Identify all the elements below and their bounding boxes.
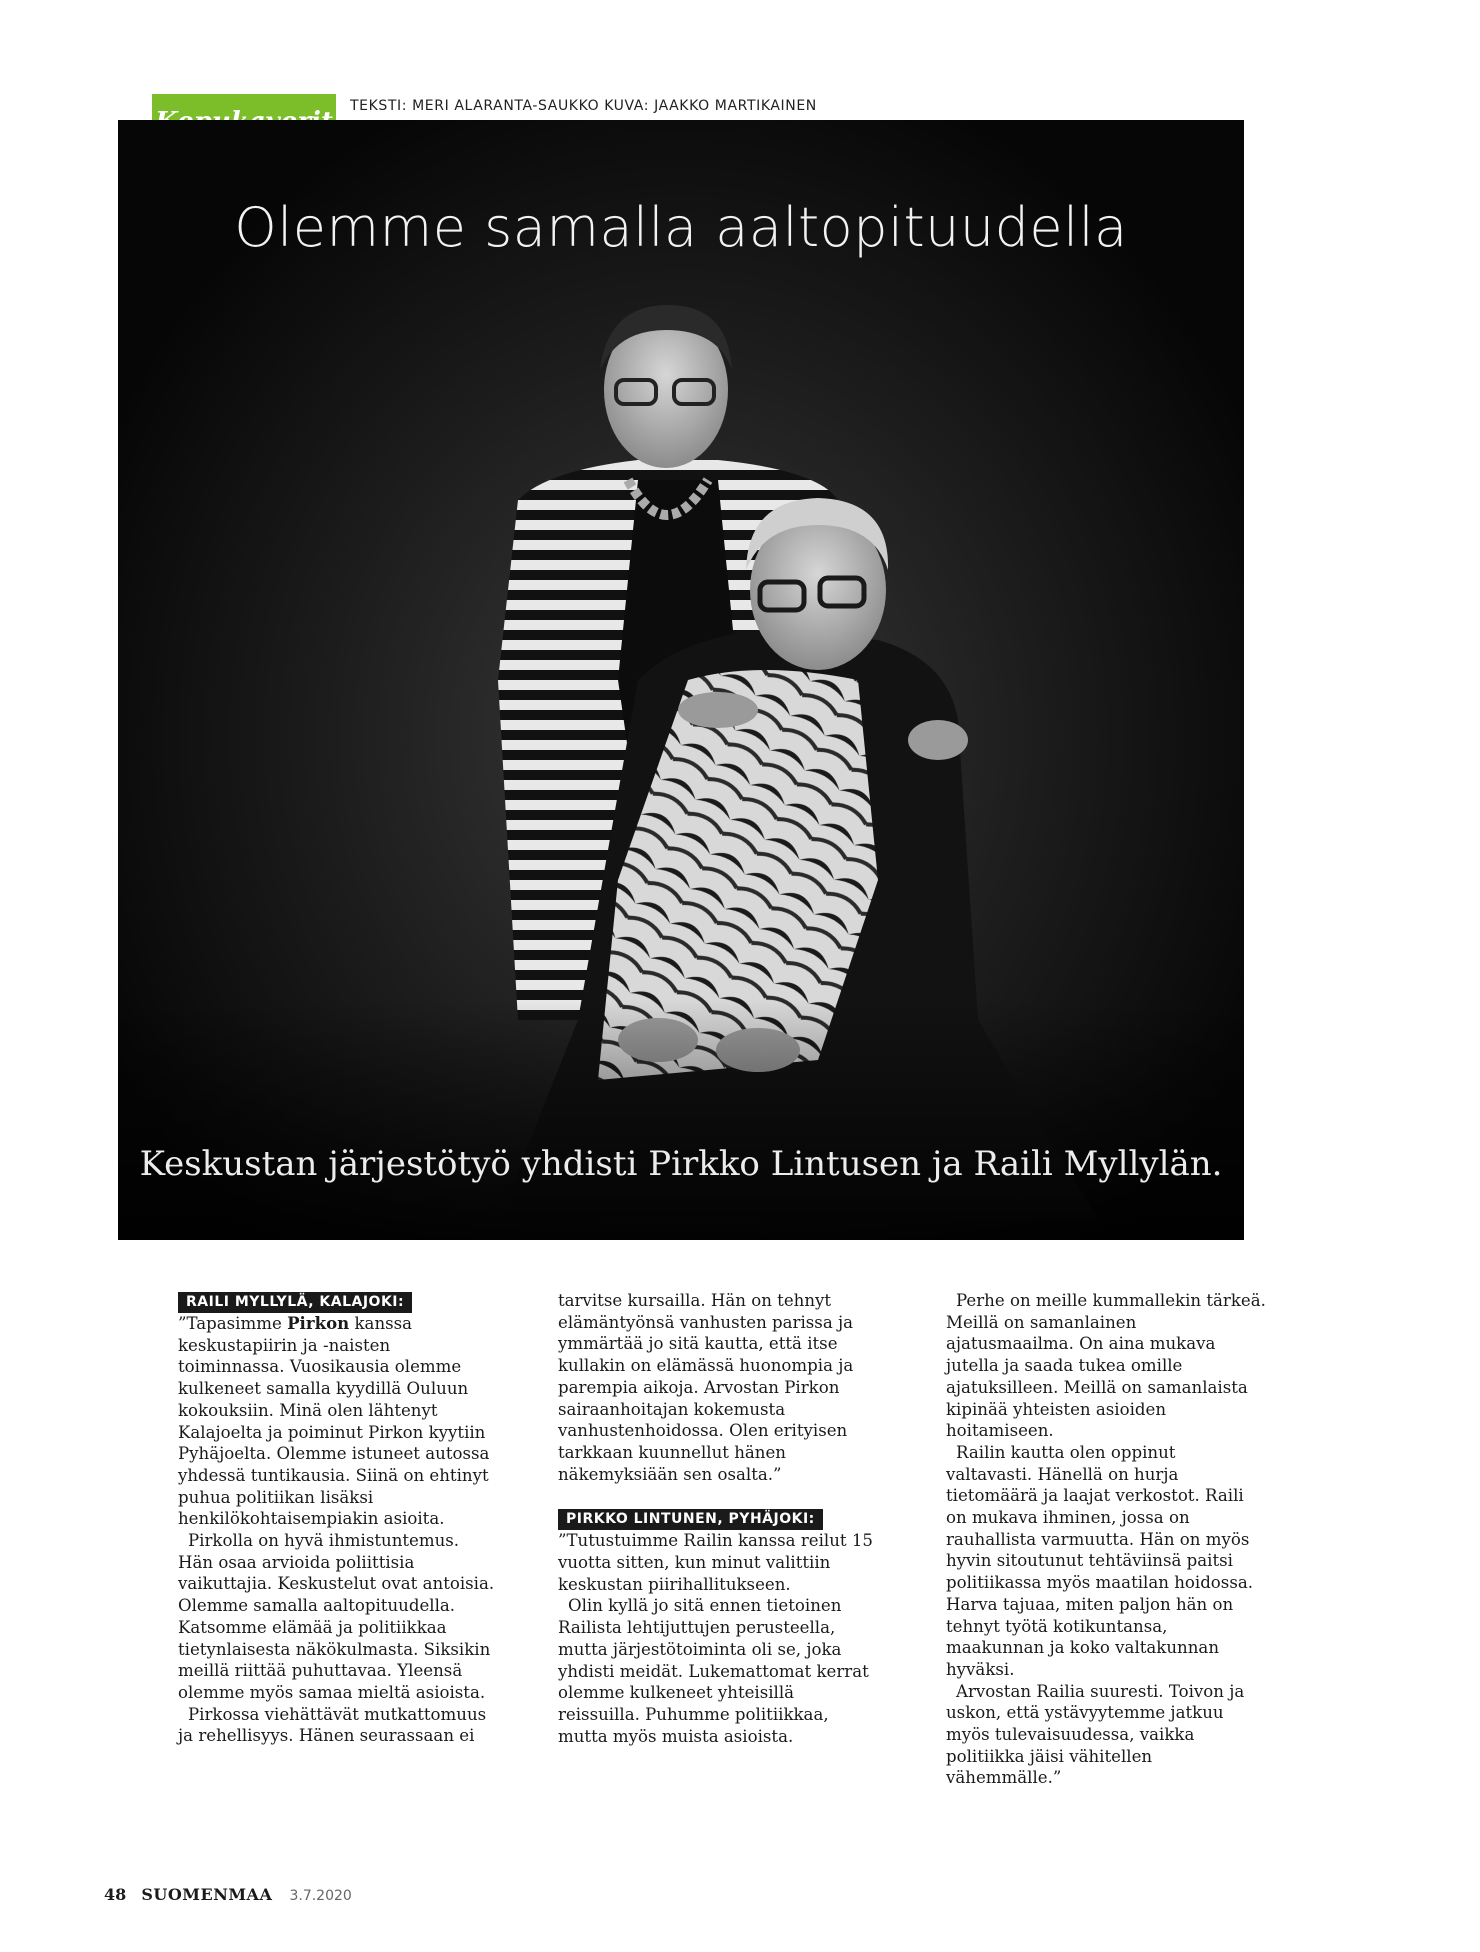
paragraph: Railin kautta olen oppinut valtavasti. Hänellä on hurja tietomäärä ja laajat verkostot. Raili on mukava ihminen, jossa on rauhallista varmuutta. Hän on myös hyvin sitoutunut tehtäviinsä paitsi politiikassa myös maatilan hoidossa. Harva tajuaa, miten paljon hän on tehnyt työtä kotikuntansa, maakunnan ja koko valtakunnan hyväksi.: [946, 1442, 1254, 1679]
paragraph: Pirkolla on hyvä ihmistuntemus. Hän osaa arvioida poliittisia vaikuttajia. Keskustelut ovat antoisia. Olemme samalla aaltopituudella. Katsomme elämää ja politiikkaa tietynlaisesta näkökulmasta. Siksikin meillä riittää puhuttavaa. Yleensä olemme myös samaa mieltä asioista.: [178, 1531, 495, 1702]
paragraph: [178, 1290, 498, 1530]
article-column-3: [946, 1290, 1266, 1789]
magazine-name: SUOMENMAA: [141, 1885, 273, 1904]
byline-credits: TEKSTI: MERI ALARANTA-SAUKKO KUVA: JAAKKO MARTIKAINEN: [350, 98, 817, 114]
speaker-label: PIRKKO LINTUNEN, PYHÄJOKI:: [558, 1509, 823, 1530]
paragraph: Perhe on meille kummallekin tärkeä. Meillä on samanlainen ajatusmaailma. On aina mukava jutella ja saada tukea omille ajatuksilleen. Meillä on samanlaista kipinää yhteisten asioiden hoitamiseen.: [946, 1291, 1266, 1441]
text-run: kanssa keskustapiirin ja -naisten toiminnassa. Vuosikausia olemme kulkeneet samalla kyydillä Ouluun kokouksiin. Minä olen lähtenyt Kalajoelta ja poiminut Pirkon kyytiin Pyhäjoelta. Olemme istuneet autossa yhdessä tuntikausia. Siinä on ehtinyt puhua politiikan lisäksi henkilökohtaisempiakin asioita.: [178, 1314, 490, 1529]
article-headline: Olemme samalla aaltopituudella: [234, 196, 1128, 259]
portrait-photo: [118, 120, 1244, 1240]
paragraph: tarvitse kursailla. Hän on tehnyt elämäntyönsä vanhusten parissa ja ymmärtää jo sitä kautta, että itse kullakin on elämässä huonompia ja parempia aikoja. Arvostan Pirkon sairaanhoitajan kokemusta vanhustenhoidossa. Olen erityisen tarkkaan kuunnellut hänen näkemyksiään sen osalta.”: [558, 1291, 854, 1484]
article-column-2: [558, 1290, 878, 1747]
page-footer: [104, 1885, 352, 1904]
article-column-1: [178, 1290, 498, 1747]
bold-name: Pirkon: [287, 1313, 350, 1333]
issue-date: 3.7.2020: [289, 1888, 352, 1904]
paragraph: Arvostan Railia suuresti. Toivon ja uskon, että ystävyytemme jatkuu myös tulevaisuudessa, vaikka politiikka jäisi vähitellen vähemmälle.”: [946, 1681, 1245, 1788]
speaker-label: RAILI MYLLYLÄ, KALAJOKI:: [178, 1292, 412, 1313]
page-number: 48: [104, 1885, 127, 1904]
paragraph: Pirkossa viehättävät mutkattomuus ja rehellisyys. Hänen seurassaan ei: [178, 1704, 487, 1746]
paragraph: [558, 1507, 878, 1595]
text-run: ”Tapasimme: [178, 1314, 288, 1333]
portrait-illustration: [118, 120, 1244, 1240]
article-subheadline: Keskustan järjestötyö yhdisti Pirkko Lintusen ja Raili Myllylän.: [139, 1144, 1223, 1184]
paragraph: Olin kyllä jo sitä ennen tietoinen Railista lehtijuttujen perusteella, mutta järjestötoiminta oli se, joka yhdisti meidät. Lukemattomat kerrat olemme kulkeneet yhteisillä reissuilla. Puhumme politiikkaa, mutta myös muista asioista.: [558, 1596, 869, 1746]
text-run: ”Tutustuimme Railin kanssa reilut 15 vuotta sitten, kun minut valittiin keskustan piirihallitukseen.: [558, 1531, 873, 1594]
